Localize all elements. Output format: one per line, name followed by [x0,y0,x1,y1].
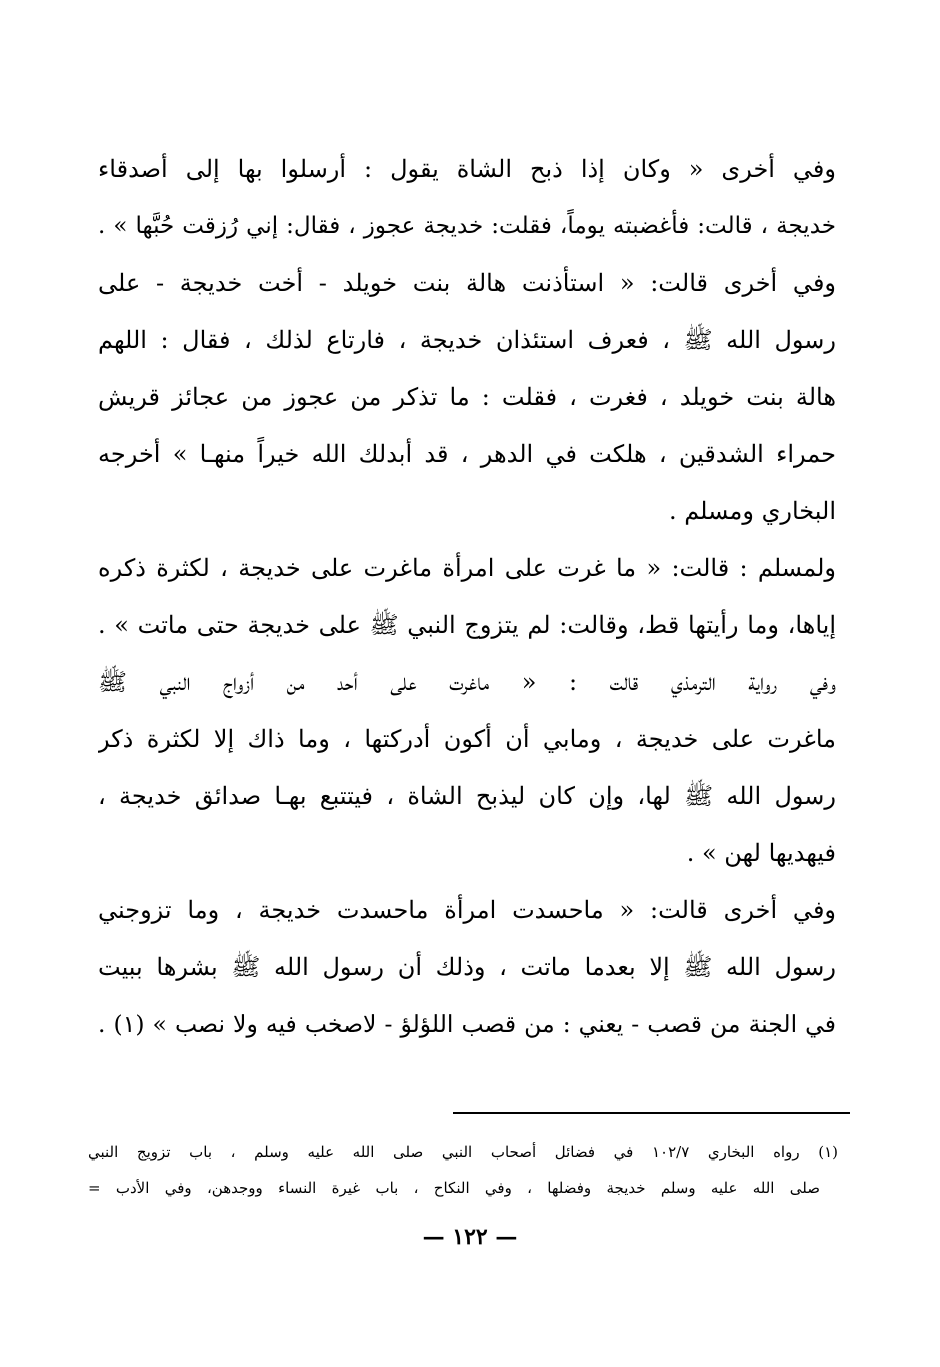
text-line: وفي أخرى قالت: « استأذنت هالة بنت خويلد - أخت خديجة - على [98,269,836,297]
text-line: خديجة ، قالت: فأغضبته يوماً، فقلت: خديجة عجوز ، فقال: إني رُزقت حُبَّها » . [98,213,836,239]
footnotes [88,1134,838,1206]
text-line: البخاري ومسلم . [668,497,836,525]
main-text [98,141,836,1053]
text-line: وفي أخرى « وكان إذا ذبح الشاة يقول : أرسلوا بها إلى أصدقاء [98,155,836,183]
page-number: — ١٢٢ — [422,1224,518,1250]
footnote-separator [453,1112,850,1114]
text-line: وفي رواية الترمذي قالت : « ماغرت على أحد من أزواج النبي ﷺ [98,668,836,696]
text-line: رسول الله ﷺ ، فعرف استئذان خديجة ، فارتاع لذلك ، فقال : اللهم [98,326,836,354]
text-line: فيهديها لهن » . [686,839,836,867]
text-line: وفي أخرى قالت: « ماحسدت امرأة ماحسدت خديجة ، وما تزوجني [98,896,836,924]
text-line: حمراء الشدقين ، هلكت في الدهر ، قد أبدلك الله خيراً منهـا » أخرجه [98,440,836,468]
text-line: ماغرت على خديجة ، ومابي أن أكون أدركتها ، وما ذاك إلا لكثرة ذكر [98,725,836,753]
text-line: رسول الله ﷺ لها، وإن كان ليذبح الشاة ، فيتتبع بهـا صدائق خديجة ، [98,782,836,810]
text-line: في الجنة من قصب - يعني : من قصب اللؤلؤ - لاصخب فيه ولا نصب » (١) . [98,1010,836,1038]
text-line: ولمسلم : قالت: « ما غرت على امرأة ماغرت على خديجة ، لكثرة ذكره [98,554,836,582]
footnote-line: (١) رواه البخاري ١٠٢/٧ في فضائل أصحاب النبي صلى الله عليه وسلم ، باب تزويج النبي [88,1143,838,1161]
text-line: رسول الله ﷺ إلا بعدما ماتت ، وذلك أن رسول الله ﷺ بشرها ببيت [98,953,836,981]
text-line: هالة بنت خويلد ، فغرت ، فقلت : ما تذكر من عجوز من عجائز قريش [98,383,836,411]
text-line: إياها، وما رأيتها قط، وقالت: لم يتزوج النبي ﷺ على خديجة حتى ماتت » . [98,611,836,639]
footnote-line: صلى الله عليه وسلم خديجة وفضلها ، وفي النكاح ، باب غيرة النساء ووجدهن، وفي الأدب = [88,1179,820,1197]
